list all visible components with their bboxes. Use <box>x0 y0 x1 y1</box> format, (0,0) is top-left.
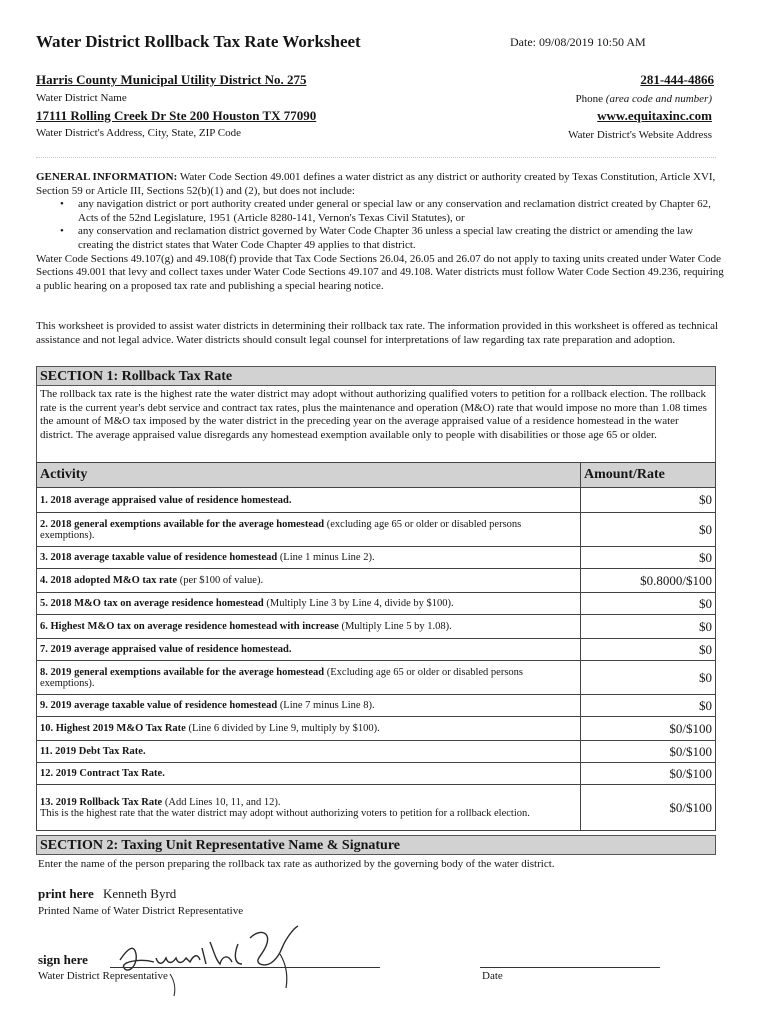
row-value: $0 <box>581 513 716 547</box>
phone-label: Phone (area code and number) <box>575 93 712 105</box>
print-here-label: print here <box>38 886 94 901</box>
row-value: $0 <box>581 661 716 695</box>
rollback-worksheet-table <box>36 462 716 831</box>
table-row <box>37 569 716 593</box>
general-information <box>36 171 726 293</box>
row-value: $0 <box>581 488 716 513</box>
header-divider <box>36 157 716 158</box>
table-row <box>37 639 716 661</box>
row-value: $0 <box>581 639 716 661</box>
row-value: $0 <box>581 695 716 717</box>
printed-name: Kenneth Byrd <box>102 886 177 901</box>
printed-name-caption: Printed Name of Water District Representative <box>38 905 244 917</box>
row-value: $0/$100 <box>581 763 716 785</box>
district-phone: 281-444-4866 <box>640 72 714 87</box>
row-value: $0 <box>581 547 716 569</box>
general-bullet: • any conservation and reclamation district governed by Water Code Chapter 36 unless a special law creating the district or amending the law creating the district states that Water Code Chapter 49 applies to that district. <box>36 225 726 252</box>
district-name-label: Water District Name <box>36 92 127 104</box>
column-activity: Activity <box>37 463 581 488</box>
row-activity: 6. Highest M&O tax on average residence homestead with increase (Multiply Line 5 by 1.08). <box>37 615 581 639</box>
row-activity: 4. 2018 adopted M&O tax rate (per $100 of value). <box>37 569 581 593</box>
row-activity: 3. 2018 average taxable value of residence homestead (Line 1 minus Line 2). <box>37 547 581 569</box>
district-address-label: Water District's Address, City, State, ZIP Code <box>36 127 241 139</box>
section1-description: The rollback tax rate is the highest rate the water district may adopt without authorizing qualified voters to petition for a rollback election. The rollback rate is the current year's debt service and contract tax rates, plus the maintenance and operation (M&O) rate that would impose no more than 1.08 times the amount of M&O tax imposed by the water district in the preceding year on the average appraised value of a residence homestead in the water district. The average appraised value disregards any homestead exemption available only to people with disabilities or those age 65 or older. <box>36 386 716 462</box>
general-bullets <box>36 198 726 252</box>
table-row <box>37 661 716 695</box>
table-row <box>37 488 716 513</box>
table-row <box>37 547 716 569</box>
row-activity: 10. Highest 2019 M&O Tax Rate (Line 6 divided by Line 9, multiply by $100). <box>37 717 581 741</box>
date-line <box>480 967 660 968</box>
row-activity: 9. 2019 average taxable value of residence homestead (Line 7 minus Line 8). <box>37 695 581 717</box>
district-address: 17111 Rolling Creek Dr Ste 200 Houston TX 77090 <box>36 108 317 123</box>
section2-title: SECTION 2: Taxing Unit Representative Name & Signature <box>36 835 716 855</box>
row-activity: 8. 2019 general exemptions available for the average homestead (Excluding age 65 or older or disabled persons exemptions). <box>37 661 581 695</box>
table-row <box>37 763 716 785</box>
disclaimer: This worksheet is provided to assist water districts in determining their rollback tax rate. The information provided in this worksheet is offered as technical assistance and not legal advice. Water districts should consult legal counsel for interpretations of law regarding tax rate preparation and adoption. <box>36 320 719 346</box>
worksheet-date: Date: 09/08/2019 10:50 AM <box>510 35 646 49</box>
row-value: $0/$100 <box>581 741 716 763</box>
table-row <box>37 513 716 547</box>
signature-line <box>110 967 380 968</box>
table-row <box>37 741 716 763</box>
section1-title: SECTION 1: Rollback Tax Rate <box>36 366 716 386</box>
table-header-row <box>37 463 716 488</box>
print-here-row <box>38 886 176 902</box>
row-activity: 2. 2018 general exemptions available for the average homestead (excluding age 65 or older or disabled persons exemptions). <box>37 513 581 547</box>
row-activity: 1. 2018 average appraised value of residence homestead. <box>37 488 581 513</box>
table-row <box>37 695 716 717</box>
district-name: Harris County Municipal Utility District No. 275 <box>36 72 307 87</box>
table-row <box>37 785 716 831</box>
table-row <box>37 593 716 615</box>
table-row <box>37 717 716 741</box>
row-value: $0 <box>581 593 716 615</box>
row-activity: 7. 2019 average appraised value of residence homestead. <box>37 639 581 661</box>
date-caption: Date <box>482 970 503 982</box>
table-row <box>37 615 716 639</box>
row-activity: 12. 2019 Contract Tax Rate. <box>37 763 581 785</box>
signature-caption: Water District Representative <box>38 970 168 982</box>
general-intro: GENERAL INFORMATION: Water Code Section 49.001 defines a water district as any district or authority created by Texas Constitution, Article XVI, Section 59 or Article III, Sections 52(b)(1) and (2), but does not include: <box>36 171 716 197</box>
row-activity: 11. 2019 Debt Tax Rate. <box>37 741 581 763</box>
row-value: $0/$100 <box>581 717 716 741</box>
general-bullet: • any navigation district or port authority created under general or special law or any conservation and reclamation district created by Chapter 62, Acts of the 52nd Legislature, 1951 (Article 8280-141, Vernon's Texas Civil Statutes), or <box>36 198 726 225</box>
general-closing: Water Code Sections 49.107(g) and 49.108(f) provide that Tax Code Sections 26.04, 26.05 and 26.07 do not apply to taxing units created under Water Code Sections 49.001 that levy and collect taxes under Water Code Sections 49.107 and 49.108. Water districts must follow Water Code Section 49.236, requiring a public hearing on a proposed tax rate and publishing a special hearing notice. <box>36 252 724 292</box>
row-activity: 13. 2019 Rollback Tax Rate (Add Lines 10, 11, and 12). This is the highest rate that the water district may adopt without authorizing voters to petition for a rollback election. <box>37 785 581 831</box>
row-activity: 5. 2018 M&O tax on average residence homestead (Multiply Line 3 by Line 4, divide by $100). <box>37 593 581 615</box>
sign-here-label: sign here <box>38 952 88 967</box>
section2-instruction: Enter the name of the person preparing the rollback tax rate as authorized by the governing body of the water district. <box>38 858 555 870</box>
row-value: $0/$100 <box>581 785 716 831</box>
district-website: www.equitaxinc.com <box>597 108 712 123</box>
column-amount: Amount/Rate <box>581 463 716 488</box>
website-label: Water District's Website Address <box>568 129 712 141</box>
page-title: Water District Rollback Tax Rate Worksheet <box>36 32 361 51</box>
row-value: $0.8000/$100 <box>581 569 716 593</box>
row-value: $0 <box>581 615 716 639</box>
signature-scribble <box>110 918 320 998</box>
